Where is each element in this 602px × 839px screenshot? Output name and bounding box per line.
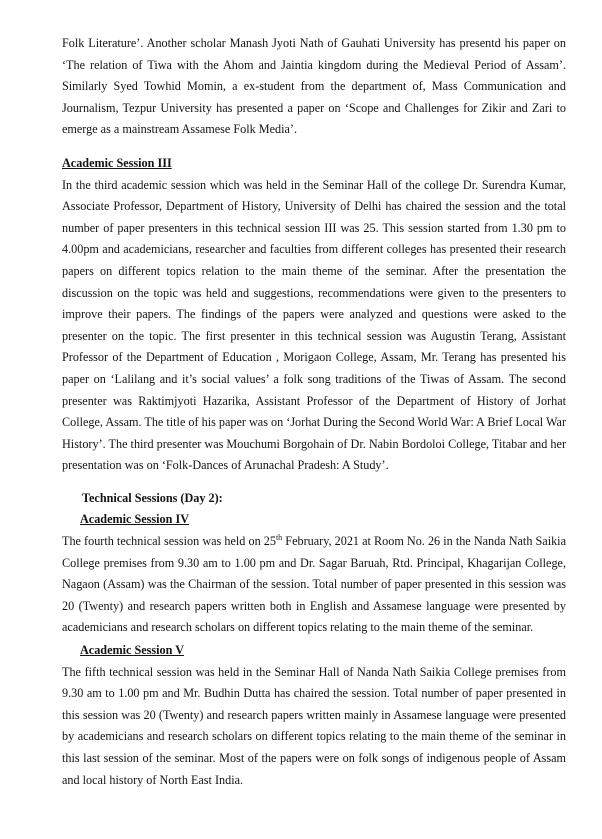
session-5-paragraph: The fifth technical session was held in the Seminar Hall of Nanda Nath Saikia College premises from 9.30 am to 1.00 pm and Mr. Budhin Dutta has chaired the session. Total number of paper presented in this session was 20 (Twenty) and research papers written mainly in Assamese language were presented by academicians and research scholars on different topics relating to the main theme of the seminar in this last session of the seminar. Most of the papers were on folk songs of indigenous people of Assam and local history of North East India. bbox=[62, 664, 566, 787]
intro-paragraph: Folk Literature’. Another scholar Manash Jyoti Nath of Gauhati University has presentd his paper on ‘The relation of Tiwa with the Ahom and Jaintia kingdom during the Medieval Period of Assam’. Similarly Syed Towhid Momin, a ex-student from the department of, Mass Communication and Journalism, Tezpur University has presented a paper on ‘Scope and Challenges for Zikir and Zari to emerge as a mainstream Assamese Folk Media’. bbox=[62, 36, 566, 137]
document-page bbox=[62, 33, 566, 791]
session-3-heading: Academic Session III bbox=[62, 155, 172, 170]
session-5-heading: Academic Session V bbox=[80, 643, 185, 658]
technical-sessions-heading: Technical Sessions (Day 2): bbox=[82, 490, 223, 505]
ordinal-suffix: th bbox=[275, 533, 283, 542]
session-4-text-start: The fourth technical session was held on 25 bbox=[62, 534, 276, 549]
session-3-paragraph: In the third academic session which was held in the Seminar Hall of the college Dr. Surendra Kumar, Associate Professor, Department of History, University of Delhi has chaired the session and the total number of paper presenters in this technical session III was 25. This session started from 1.30 pm to 4.00pm and academicians, researcher and faculties from different colleges has presented their research papers on different topics relation to the main theme of the seminar. After the presentation the discussion on the topic was held and suggestions, recommendations were given to the presenters to improve their papers. The findings of the papers were analyzed and questions were asked to the presenter on the topic. The first presenter in this technical session was Augustin Terang, Assistant Professor of the Department of Education , Morigaon College, Assam, Mr. Terang has presented his paper on ‘Lalilang and it’s social values’ a folk song traditions of the Tiwas of Assam. The second presenter was Raktimjyoti Hazarika, Assistant Professor of the Department of History of Jorhat College, Assam. The title of his paper was on ‘Jorhat During the Second World War: A Brief Local War History’. The third presenter was Mouchumi Borgohain of Dr. Nabin Bordoloi College, Titabar and her presentation was on ‘Folk-Dances of Arunachal Pradesh: A Study’. bbox=[62, 177, 566, 473]
session-4-heading: Academic Session IV bbox=[80, 512, 190, 527]
session-4-text-end: February, 2021 at Room No. 26 in the Nanda Nath Saikia College premises from 9.30 am to 1.00 pm and Dr. Sagar Baruah, Rtd. Principal, Khagarijan College, Nagaon (Assam) was the Chairman of the session. Total number of paper presented in this session was 20 (Twenty) and research papers written both in English and Assamese language were presented by academicians and research scholars on different topics relating to the main theme of the seminar. bbox=[62, 534, 566, 635]
session-4-paragraph bbox=[62, 531, 566, 639]
